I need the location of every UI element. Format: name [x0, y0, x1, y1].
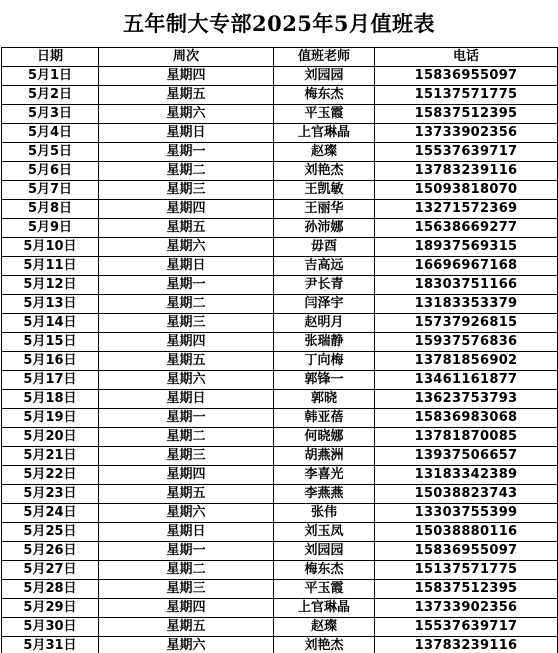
date-cell: 5月25日 — [2, 523, 99, 542]
date-cell: 5月10日 — [2, 238, 99, 257]
teacher-cell: 赵璨 — [274, 618, 375, 637]
table-row — [2, 599, 558, 618]
weekday-cell: 星期五 — [99, 618, 274, 637]
page-title: 五年制大专部2025年5月值班表 — [122, 11, 436, 36]
header-date: 日期 — [2, 48, 99, 67]
phone-cell: 13783239116 — [375, 162, 558, 181]
phone-cell: 13183353379 — [375, 295, 558, 314]
weekday-cell: 星期四 — [99, 599, 274, 618]
table-row — [2, 314, 558, 333]
teacher-cell: 何晓娜 — [274, 428, 375, 447]
phone-cell: 15836955097 — [375, 67, 558, 86]
phone-cell: 13271572369 — [375, 200, 558, 219]
weekday-cell: 星期三 — [99, 580, 274, 599]
duty-table — [1, 47, 558, 653]
phone-cell: 13733902356 — [375, 599, 558, 618]
date-cell: 5月13日 — [2, 295, 99, 314]
table-row — [2, 219, 558, 238]
phone-cell: 16696967168 — [375, 257, 558, 276]
weekday-cell: 星期日 — [99, 390, 274, 409]
date-cell: 5月2日 — [2, 86, 99, 105]
teacher-cell: 上官琳晶 — [274, 599, 375, 618]
teacher-cell: 刘艳杰 — [274, 637, 375, 653]
date-cell: 5月8日 — [2, 200, 99, 219]
teacher-cell: 张瑞静 — [274, 333, 375, 352]
date-cell: 5月16日 — [2, 352, 99, 371]
teacher-cell: 吉高远 — [274, 257, 375, 276]
teacher-cell: 王凯敏 — [274, 181, 375, 200]
phone-cell: 18937569315 — [375, 238, 558, 257]
table-row — [2, 523, 558, 542]
teacher-cell: 平玉霞 — [274, 580, 375, 599]
date-cell: 5月28日 — [2, 580, 99, 599]
teacher-cell: 郭晓 — [274, 390, 375, 409]
phone-cell: 13183342389 — [375, 466, 558, 485]
header-row — [2, 48, 558, 67]
duty-table-body — [2, 67, 558, 653]
phone-cell: 18303751166 — [375, 276, 558, 295]
date-cell: 5月29日 — [2, 599, 99, 618]
weekday-cell: 星期日 — [99, 124, 274, 143]
teacher-cell: 梅东杰 — [274, 86, 375, 105]
phone-cell: 13623753793 — [375, 390, 558, 409]
teacher-cell: 梅东杰 — [274, 561, 375, 580]
teacher-cell: 刘园园 — [274, 542, 375, 561]
table-row — [2, 200, 558, 219]
weekday-cell: 星期三 — [99, 447, 274, 466]
phone-cell: 13937506657 — [375, 447, 558, 466]
weekday-cell: 星期五 — [99, 485, 274, 504]
date-cell: 5月6日 — [2, 162, 99, 181]
phone-cell: 13781870085 — [375, 428, 558, 447]
table-row — [2, 67, 558, 86]
weekday-cell: 星期五 — [99, 86, 274, 105]
phone-cell: 15737926815 — [375, 314, 558, 333]
phone-cell: 15137571775 — [375, 86, 558, 105]
phone-cell: 13733902356 — [375, 124, 558, 143]
phone-cell: 13781856902 — [375, 352, 558, 371]
date-cell: 5月3日 — [2, 105, 99, 124]
table-row — [2, 466, 558, 485]
date-cell: 5月17日 — [2, 371, 99, 390]
teacher-cell: 丁向梅 — [274, 352, 375, 371]
teacher-cell: 李喜光 — [274, 466, 375, 485]
phone-cell: 15038880116 — [375, 523, 558, 542]
date-cell: 5月18日 — [2, 390, 99, 409]
weekday-cell: 星期五 — [99, 352, 274, 371]
table-row — [2, 276, 558, 295]
teacher-cell: 张伟 — [274, 504, 375, 523]
teacher-cell: 毋酉 — [274, 238, 375, 257]
teacher-cell: 平玉霞 — [274, 105, 375, 124]
weekday-cell: 星期一 — [99, 409, 274, 428]
date-cell: 5月5日 — [2, 143, 99, 162]
date-cell: 5月21日 — [2, 447, 99, 466]
weekday-cell: 星期二 — [99, 162, 274, 181]
phone-cell: 13783239116 — [375, 637, 558, 653]
phone-cell: 15937576836 — [375, 333, 558, 352]
teacher-cell: 刘园园 — [274, 67, 375, 86]
table-row — [2, 105, 558, 124]
weekday-cell: 星期一 — [99, 143, 274, 162]
teacher-cell: 赵璨 — [274, 143, 375, 162]
weekday-cell: 星期日 — [99, 257, 274, 276]
date-cell: 5月27日 — [2, 561, 99, 580]
date-cell: 5月15日 — [2, 333, 99, 352]
table-row — [2, 333, 558, 352]
date-cell: 5月4日 — [2, 124, 99, 143]
weekday-cell: 星期四 — [99, 67, 274, 86]
date-cell: 5月7日 — [2, 181, 99, 200]
teacher-cell: 胡燕洲 — [274, 447, 375, 466]
date-cell: 5月20日 — [2, 428, 99, 447]
date-cell: 5月23日 — [2, 485, 99, 504]
weekday-cell: 星期一 — [99, 276, 274, 295]
weekday-cell: 星期二 — [99, 295, 274, 314]
weekday-cell: 星期三 — [99, 314, 274, 333]
date-cell: 5月9日 — [2, 219, 99, 238]
weekday-cell: 星期日 — [99, 523, 274, 542]
weekday-cell: 星期五 — [99, 219, 274, 238]
table-row — [2, 162, 558, 181]
date-cell: 5月19日 — [2, 409, 99, 428]
table-row — [2, 580, 558, 599]
table-row — [2, 428, 558, 447]
weekday-cell: 星期二 — [99, 428, 274, 447]
date-cell: 5月11日 — [2, 257, 99, 276]
header-phone: 电话 — [375, 48, 558, 67]
date-cell: 5月31日 — [2, 637, 99, 653]
phone-cell: 13461161877 — [375, 371, 558, 390]
phone-cell: 15836955097 — [375, 542, 558, 561]
teacher-cell: 郭锋一 — [274, 371, 375, 390]
table-row — [2, 390, 558, 409]
weekday-cell: 星期三 — [99, 181, 274, 200]
teacher-cell: 刘玉凤 — [274, 523, 375, 542]
teacher-cell: 王丽华 — [274, 200, 375, 219]
teacher-cell: 刘艳杰 — [274, 162, 375, 181]
teacher-cell: 上官琳晶 — [274, 124, 375, 143]
date-cell: 5月30日 — [2, 618, 99, 637]
teacher-cell: 李燕燕 — [274, 485, 375, 504]
weekday-cell: 星期六 — [99, 371, 274, 390]
weekday-cell: 星期六 — [99, 504, 274, 523]
phone-cell: 15837512395 — [375, 105, 558, 124]
header-teacher: 值班老师 — [274, 48, 375, 67]
table-row — [2, 447, 558, 466]
table-row — [2, 561, 558, 580]
weekday-cell: 星期一 — [99, 542, 274, 561]
phone-cell: 13303755399 — [375, 504, 558, 523]
phone-cell: 15836983068 — [375, 409, 558, 428]
weekday-cell: 星期二 — [99, 561, 274, 580]
weekday-cell: 星期四 — [99, 200, 274, 219]
table-row — [2, 124, 558, 143]
date-cell: 5月22日 — [2, 466, 99, 485]
teacher-cell: 闫泽宇 — [274, 295, 375, 314]
table-row — [2, 86, 558, 105]
phone-cell: 15093818070 — [375, 181, 558, 200]
teacher-cell: 赵明月 — [274, 314, 375, 333]
table-row — [2, 371, 558, 390]
weekday-cell: 星期六 — [99, 105, 274, 124]
table-row — [2, 504, 558, 523]
table-row — [2, 542, 558, 561]
date-cell: 5月24日 — [2, 504, 99, 523]
table-row — [2, 352, 558, 371]
phone-cell: 15837512395 — [375, 580, 558, 599]
table-row — [2, 257, 558, 276]
phone-cell: 15137571775 — [375, 561, 558, 580]
teacher-cell: 孙沛娜 — [274, 219, 375, 238]
table-row — [2, 181, 558, 200]
table-row — [2, 295, 558, 314]
phone-cell: 15638669277 — [375, 219, 558, 238]
table-row — [2, 409, 558, 428]
table-row — [2, 618, 558, 637]
weekday-cell: 星期六 — [99, 637, 274, 653]
phone-cell: 15537639717 — [375, 143, 558, 162]
table-row — [2, 485, 558, 504]
header-weekday: 周次 — [99, 48, 274, 67]
table-row — [2, 637, 558, 653]
date-cell: 5月14日 — [2, 314, 99, 333]
phone-cell: 15038823743 — [375, 485, 558, 504]
date-cell: 5月26日 — [2, 542, 99, 561]
teacher-cell: 韩亚蓓 — [274, 409, 375, 428]
table-row — [2, 143, 558, 162]
phone-cell: 15537639717 — [375, 618, 558, 637]
table-row — [2, 238, 558, 257]
weekday-cell: 星期四 — [99, 333, 274, 352]
weekday-cell: 星期四 — [99, 466, 274, 485]
weekday-cell: 星期六 — [99, 238, 274, 257]
date-cell: 5月1日 — [2, 67, 99, 86]
date-cell: 5月12日 — [2, 276, 99, 295]
teacher-cell: 尹长青 — [274, 276, 375, 295]
